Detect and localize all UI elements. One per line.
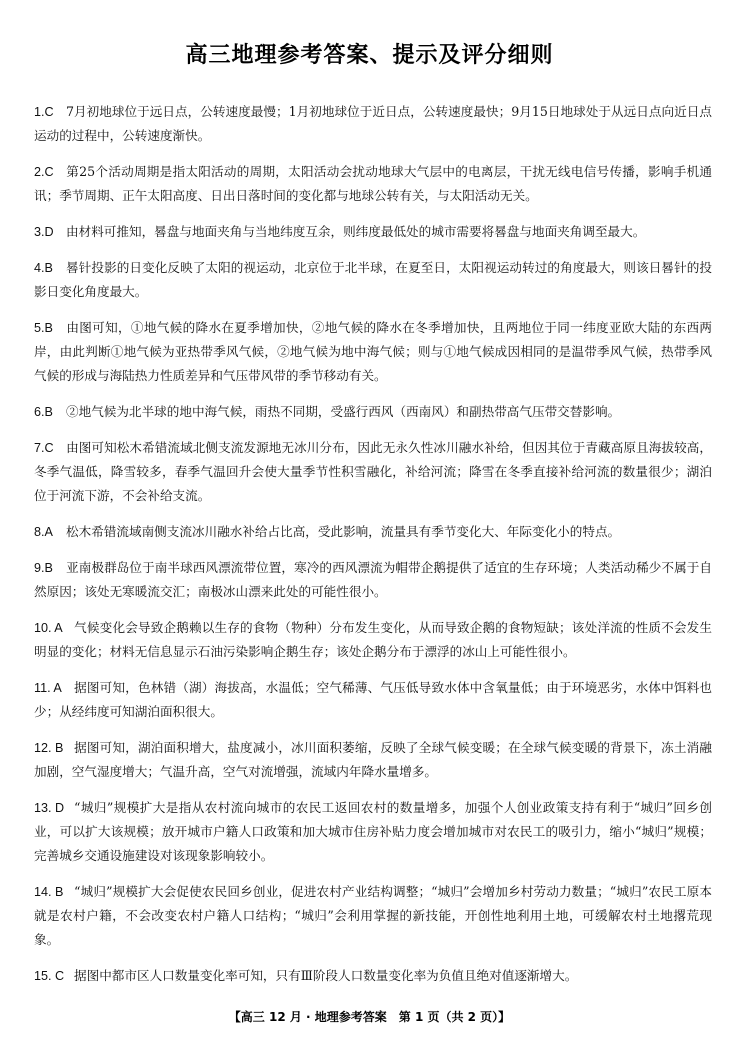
answer-item xyxy=(34,796,712,868)
answer-number: 5.B xyxy=(34,321,53,335)
answer-explanation: 松木希错流域南侧支流冰川融水补给占比高，受此影响，流量具有季节变化大、年际变化小的特点。 xyxy=(66,524,621,539)
answer-number: 10. A xyxy=(34,621,63,635)
answer-explanation: 据图中都市区人口数量变化率可知，只有Ⅲ阶段人口数量变化率为负值且绝对值逐渐增大。 xyxy=(74,968,578,983)
answer-explanation: 7月初地球位于远日点，公转速度最慢；1月初地球位于近日点，公转速度最快；9月15日地球处于从远日点向近日点运动的过程中，公转速度渐快。 xyxy=(34,104,712,143)
answer-item xyxy=(34,556,712,604)
page-footer: 【高三 12 月 · 地理参考答案 第 1 页（共 2 页）】 xyxy=(228,1010,511,1024)
answer-explanation: “城归”规模扩大是指从农村流向城市的农民工返回农村的数量增多，加强个人创业政策支持有利于“城归”回乡创业，可以扩大该规模；放开城市户籍人口政策和加大城市住房补贴力度会增加城市对农民工的吸引力，缩小“城归”规模；完善城乡交通设施建设对该现象影响较小。 xyxy=(34,800,712,863)
answer-number: 9.B xyxy=(34,561,53,575)
answer-item xyxy=(34,880,712,952)
answer-item xyxy=(34,316,712,388)
answer-number: 7.C xyxy=(34,441,54,455)
answer-number: 3.D xyxy=(34,225,54,239)
answer-explanation: 亚南极群岛位于南半球西风漂流带位置，寒冷的西风漂流为帽带企鹅提供了适宜的生存环境；人类活动稀少不属于自然原因；该处无寒暖流交汇；南极冰山漂来此处的可能性很小。 xyxy=(34,560,712,599)
answer-number: 13. D xyxy=(34,801,65,815)
answer-explanation: 第25个活动周期是指太阳活动的周期，太阳活动会扰动地球大气层中的电离层，干扰无线电信号传播，影响手机通讯；季节周期、正午太阳高度、日出日落时间的变化都与地球公转有关，与太阳活动无关。 xyxy=(34,164,712,203)
answer-explanation: ②地气候为北半球的地中海气候，雨热不同期，受盛行西风（西南风）和副热带高气压带交替影响。 xyxy=(66,404,621,419)
answer-number: 12. B xyxy=(34,741,64,755)
answer-item xyxy=(34,964,712,988)
answer-number: 15. C xyxy=(34,969,65,983)
answer-explanation: 据图可知，色林错（湖）海拔高，水温低；空气稀薄、气压低导致水体中含氧量低；由于环境恶劣，水体中饵料也少；从经纬度可知湖泊面积很大。 xyxy=(34,680,712,719)
answer-explanation: 气候变化会导致企鹅赖以生存的食物（物种）分布发生变化，从而导致企鹅的食物短缺；该处洋流的性质不会发生明显的变化；材料无信息显示石油污染影响企鹅生存；该处企鹅分布于漂浮的冰山上可能性很小。 xyxy=(34,620,712,659)
page-title: 高三地理参考答案、提示及评分细则 xyxy=(185,43,554,68)
answer-item xyxy=(34,100,712,148)
answer-list xyxy=(34,100,712,1000)
answer-explanation: 由图可知，①地气候的降水在夏季增加快，②地气候的降水在冬季增加快，且两地位于同一纬度亚欧大陆的东西两岸，由此判断①地气候为亚热带季风气候，②地气候为地中海气候；则与①地气候成因相同的是温带季风气候，热带季风气候的形成与海陆热力性质差异和气压带风带的季节移动有关。 xyxy=(34,320,712,383)
answer-item xyxy=(34,220,712,244)
answer-number: 4.B xyxy=(34,261,53,275)
answer-explanation: 由图可知松木希错流域北侧支流发源地无冰川分布，因此无永久性冰川融水补给，但因其位于青藏高原且海拔较高，冬季气温低，降雪较多，春季气温回升会使大量季节性积雪融化，补给河流；降雪在冬季直接补给河流的数量很少；湖泊位于河流下游，不会补给支流。 xyxy=(34,440,712,503)
answer-number: 8.A xyxy=(34,525,53,539)
answer-item xyxy=(34,520,712,544)
answer-item xyxy=(34,436,712,508)
answer-item xyxy=(34,736,712,784)
answer-number: 6.B xyxy=(34,405,53,419)
answer-item xyxy=(34,160,712,208)
answer-number: 2.C xyxy=(34,165,54,179)
answer-explanation: 据图可知，湖泊面积增大，盐度减小，冰川面积萎缩，反映了全球气候变暖；在全球气候变暖的背景下，冻土消融加剧，空气湿度增大；气温升高，空气对流增强，流域内年降水量增多。 xyxy=(34,740,712,779)
answer-explanation: 由材料可推知，晷盘与地面夹角与当地纬度互余，则纬度最低处的城市需要将晷盘与地面夹角调至最大。 xyxy=(66,224,646,239)
answer-explanation: “城归”规模扩大会促使农民回乡创业，促进农村产业结构调整；“城归”会增加乡村劳动力数量；“城归”农民工原本就是农村户籍，不会改变农村户籍人口结构；“城归”会利用掌握的新技能，开创性地利用土地，可缓解农村土地撂荒现象。 xyxy=(34,884,712,947)
answer-number: 1.C xyxy=(34,105,54,119)
answer-item xyxy=(34,400,712,424)
answer-item xyxy=(34,616,712,664)
answer-number: 11. A xyxy=(34,681,62,695)
answer-item xyxy=(34,256,712,304)
answer-explanation: 晷针投影的日变化反映了太阳的视运动，北京位于北半球，在夏至日，太阳视运动转过的角度最大，则该日晷针的投影日变化角度最大。 xyxy=(34,260,712,299)
answer-number: 14. B xyxy=(34,885,64,899)
answer-item xyxy=(34,676,712,724)
